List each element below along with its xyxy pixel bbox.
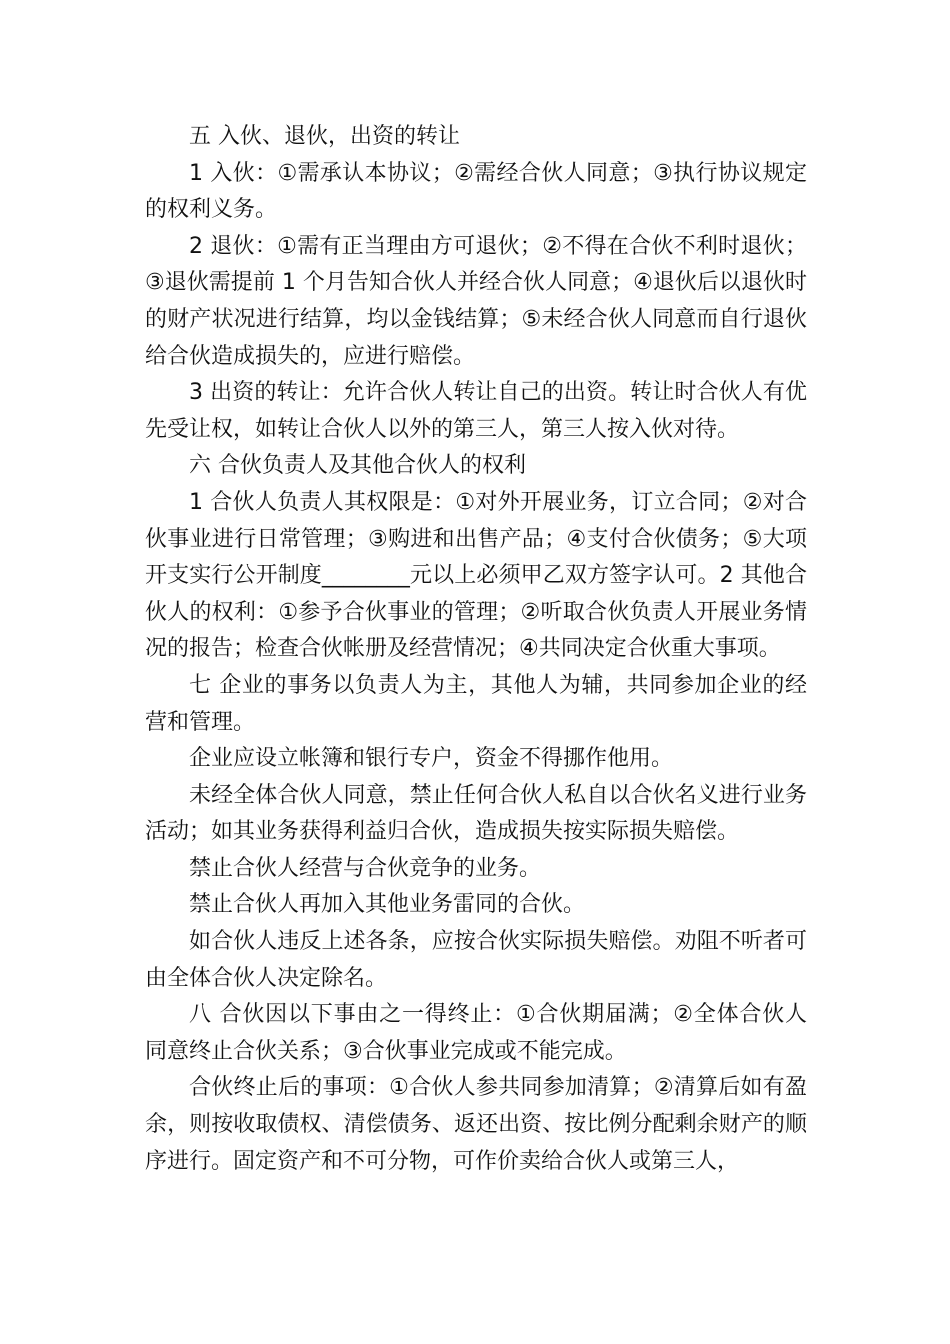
section-7-heading: 七 企业的事务以负责人为主，其他人为辅，共同参加企业的经营和管理。 (145, 672, 807, 735)
section-5-heading: 五 入伙、退伙，出资的转让 (189, 124, 460, 149)
clause-7-violation: 如合伙人违反上述各条，应按合伙实际损失赔偿。劝阻不听者可由全体合伙人决定除名。 (145, 929, 807, 991)
section-8-heading: 八 合伙因以下事由之一得终止：①合伙期届满；②全体合伙人同意终止合伙关系；③合伙事业完成或不能完成。 (145, 1002, 807, 1064)
clause-5-2-withdrawal: 2 退伙：①需有正当理由方可退伙；②不得在合伙不利时退伙；③退伙需提前 1 个月告知合伙人并经合伙人同意；④退伙后以退伙时的财产状况进行结算，均以金钱结算；⑤未经合伙人同意而自行退伙给合伙造成损失的，应进行赔偿。 (145, 233, 807, 369)
clause-7-no-similar-partnership: 禁止合伙人再加入其他业务雷同的合伙。 (189, 892, 586, 918)
clause-7-no-private-business: 未经全体合伙人同意，禁止任何合伙人私自以合伙名义进行业务活动；如其业务获得利益归合伙，造成损失按实际损失赔偿。 (145, 782, 807, 845)
clause-5-3-capital-transfer: 3 出资的转让：允许合伙人转让自己的出资。转让时合伙人有优先受让权，如转让合伙人以外的第三人，第三人按入伙对待。 (145, 380, 807, 442)
clause-5-1-joining: 1 入伙：①需承认本协议；②需经合伙人同意；③执行协议规定的权利义务。 (145, 160, 807, 223)
clause-7-accounts: 企业应设立帐簿和银行专户，资金不得挪作他用。 (189, 746, 674, 772)
document-body (145, 119, 807, 1180)
clause-7-no-competition: 禁止合伙人经营与合伙竞争的业务。 (189, 855, 542, 881)
clause-8-termination-matters: 合伙终止后的事项：①合伙人参共同参加清算；②清算后如有盈余，则按收取债权、清偿债务、返还出资、按比例分配剩余财产的顺序进行。固定资产和不可分物，可作价卖给合伙人或第三人， (145, 1075, 807, 1174)
clause-6-rights: 1 合伙人负责人其权限是：①对外开展业务，订立合同；②对合伙事业进行日常管理；③购进和出售产品；④支付合伙债务；⑤大项开支实行公开制度________元以上必须甲乙双方签字认可。2 其他合伙人的权利：①参予合伙事业的管理；②听取合伙负责人开展业务情况的报告；检查合伙帐册及经营情况；④共同决定合伙重大事项。 (145, 489, 807, 662)
section-6-heading: 六 合伙负责人及其他合伙人的权利 (189, 453, 526, 479)
